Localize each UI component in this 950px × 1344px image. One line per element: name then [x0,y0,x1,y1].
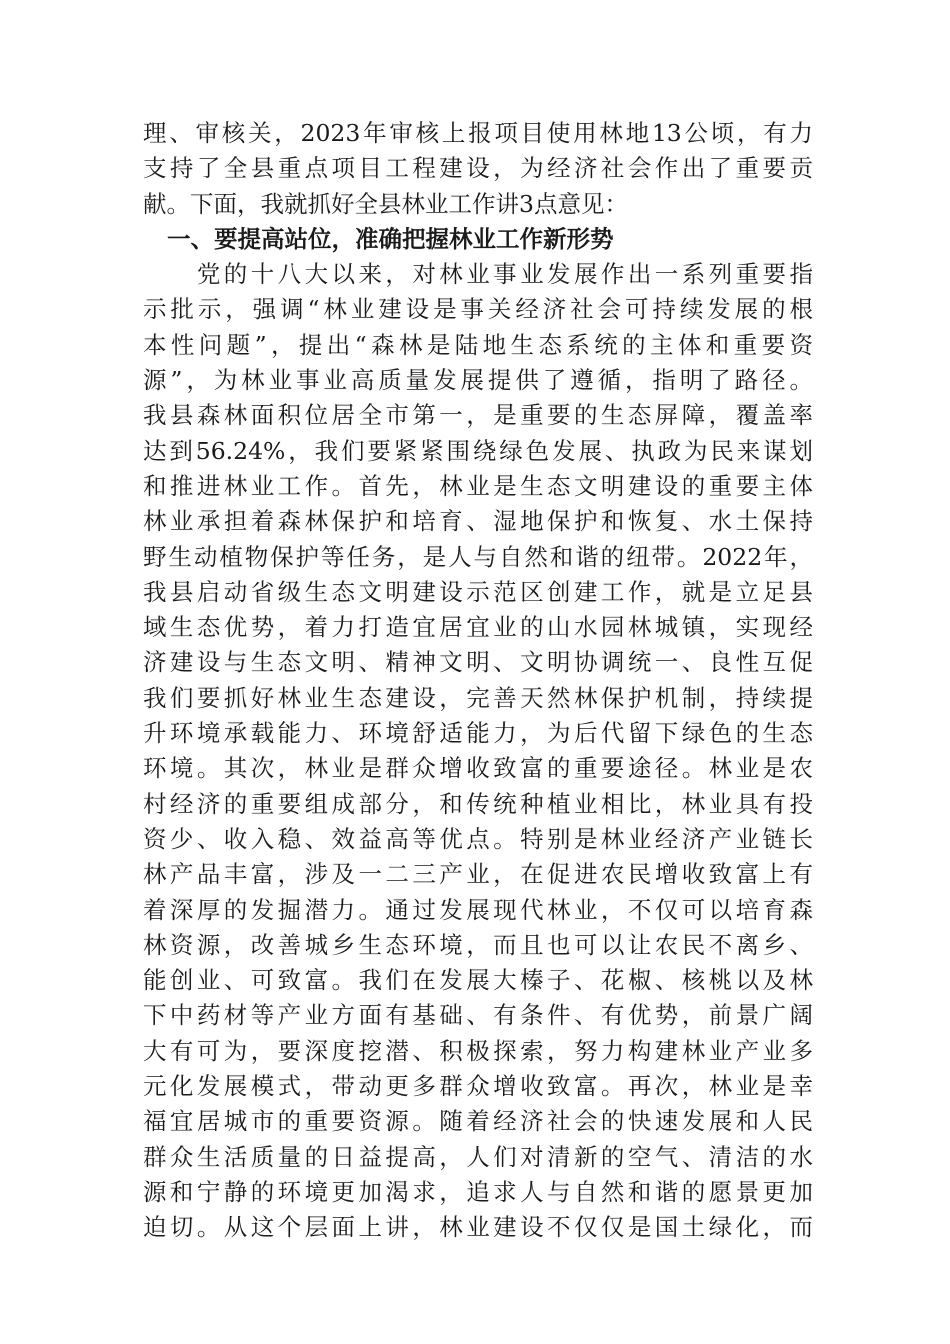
text-line: 源”，为林业事业高质量发展提供了遵循，指明了路径。 [143,366,813,395]
text-line: 示批示，强调“林业建设是事关经济社会可持续发展的根 [143,295,813,324]
text-line: 元化发展模式，带动更多群众增收致富。再次，林业是幸 [143,1072,813,1101]
text-line: 群众生活质量的日益提高，人们对清新的空气、清洁的水 [143,1142,813,1171]
document-page [143,116,813,1246]
text-line: 野生动植物保护等任务，是人与自然和谐的纽带。2022年， [143,542,813,571]
text-line: 献。下面，我就抓好全县林业工作讲3点意见： [143,189,628,218]
text-line: 福宜居城市的重要资源。随着经济社会的快速发展和人民 [143,1107,813,1136]
text-line: 达到56.24%，我们要紧紧围绕绿色发展、执政为民来谋划 [143,436,813,465]
body-paragraph [143,257,813,1245]
text-line: 下中药材等产业方面有基础、有条件、有优势，前景广阔 [143,1001,813,1030]
text-line: 大有可为，要深度挖潜、积极探索，努力构建林业产业多 [143,1036,813,1065]
text-line: 能创业、可致富。我们在发展大榛子、花椒、核桃以及林 [143,966,813,995]
text-line: 村经济的重要组成部分，和传统种植业相比，林业具有投 [143,789,813,818]
text-line: 党的十八大以来，对林业事业发展作出一系列重要指 [143,260,813,289]
intro-paragraph [143,116,813,222]
text-line: 迫切。从这个层面上讲，林业建设不仅仅是国土绿化，而 [143,1213,813,1242]
text-line: 升环境承载能力、环境舒适能力，为后代留下绿色的生态 [143,719,813,748]
section-heading: 一、要提高站位，准确把握林业工作新形势 [167,224,614,253]
text-line: 着深厚的发掘潜力。通过发展现代林业，不仅可以培育森 [143,895,813,924]
text-line: 本性问题”，提出“森林是陆地生态系统的主体和重要资 [143,330,813,359]
text-line: 支持了全县重点项目工程建设，为经济社会作出了重要贡 [143,154,813,183]
text-line: 源和宁静的环境更加渴求，追求人与自然和谐的愿景更加 [143,1177,813,1206]
text-line: 理、审核关，2023年审核上报项目使用林地13公顷，有力 [143,119,813,147]
text-line: 林资源，改善城乡生态环境，而且也可以让农民不离乡、 [143,930,813,959]
text-line: 我县森林面积位居全市第一，是重要的生态屏障，覆盖率 [143,401,813,430]
text-line: 域生态优势，着力打造宜居宜业的山水园林城镇，实现经 [143,613,813,642]
text-line: 资少、收入稳、效益高等优点。特别是林业经济产业链长 [143,824,813,853]
text-line: 我县启动省级生态文明建设示范区创建工作，就是立足县 [143,577,813,606]
text-line: 济建设与生态文明、精神文明、文明协调统一、良性互促 [143,648,813,677]
text-line: 和推进林业工作。首先，林业是生态文明建设的重要主体 [143,471,813,500]
text-line: 环境。其次，林业是群众增收致富的重要途径。林业是农 [143,754,813,783]
text-line: 林产品丰富，涉及一二三产业，在促进农民增收致富上有 [143,860,813,889]
text-line: 林业承担着森林保护和培育、湿地保护和恢复、水土保持 [143,507,813,536]
text-line: 我们要抓好林业生态建设，完善天然林保护机制，持续提 [143,683,813,712]
